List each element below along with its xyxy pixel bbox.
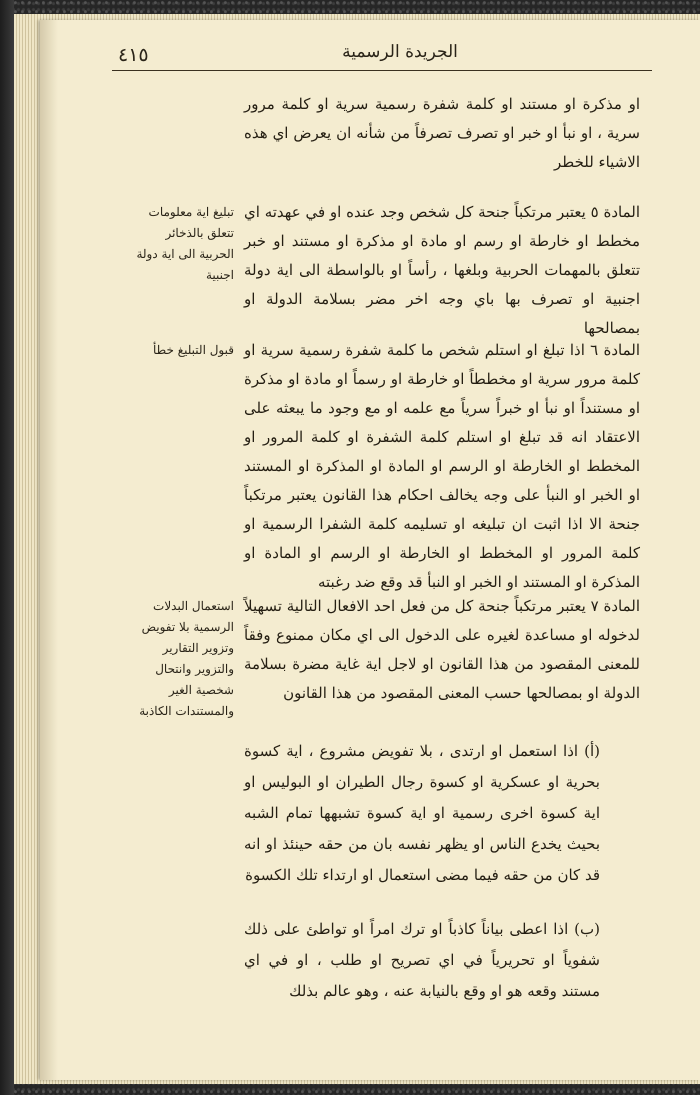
article-5-margin-note: تبليغ اية معلومات تتعلق بالذخائر الحربية الى اية دولة اجنبية: [136, 205, 234, 282]
article-6-margin-note: قبول التبليغ خطأ: [152, 343, 234, 357]
book-spine: [0, 0, 14, 1095]
article-7-margin-note: استعمال البدلات الرسمية بلا تفويض وتزوير التقارير والتزوير وانتحال شخصية الغير والمستندات الكاذبة: [139, 599, 234, 718]
clause-b-text: (ب) اذا اعطى بياناً كاذباً او ترك امراً او تواطئ على ذلك شفوياً او تحريرياً في اي تصريح او طلب ، او في اي مستند وقعه هو او وقع بالنيابة عنه ، وهو عالم بذلك: [244, 920, 600, 1000]
page-number: ٤١٥: [118, 44, 149, 66]
article-5-text: المادة ٥ يعتبر مرتكباً جنحة كل شخص وجد عنده او في عهدته اي مخطط او خارطة او رسم او مادة او مذكرة او مستند او خبر تتعلق بالمهمات الحربية وبلغها ، رأساً او بالواسطة الى اية دولة اجنبية او تصرف بها باي وجه اخر مضر بسلامة الدولة او بمصالحها: [244, 203, 640, 337]
clause-a-text: (أ) اذا استعمل او ارتدى ، بلا تفويض مشروع ، اية كسوة بحرية او عسكرية او كسوة رجال الطيران او البوليس او اية كسوة اخرى رسمية او اية كسوة تشبهها تمام الشبه بحيث يخدع الناس او يظهر نفسه بان من حقه حينئذ او انه قد كان من حقه فيما مضى استعمال او ارتداء تلك الكسوة: [244, 742, 600, 884]
page-gutter-shadow: [40, 20, 58, 1080]
intro-paragraph: او مذكرة او مستند او كلمة شفرة رسمية سرية او كلمة مرور سرية ، او نبأ او خبر او تصرف تصرفاً من شأنه ان يعرض اي هذه الاشياء للخطر: [244, 95, 640, 171]
header-rule: [112, 70, 652, 71]
article-7-text: المادة ٧ يعتبر مرتكباً جنحة كل من فعل احد الافعال التالية تسهيلاً لدخوله او مساعدة لغيره على الدخول الى اي مكان ممنوع وفقاً للمعنى المقصود من هذا القانون او لاجل اية غاية مضرة بسلامة الدولة او بمصالحها حسب المعنى المقصود من هذا القانون: [244, 597, 640, 702]
article-6-text: المادة ٦ اذا تبلغ او استلم شخص ما كلمة شفرة رسمية سرية او كلمة مرور سرية او مخططاً او خارطة او رسماً او مادة او مذكرة او مستنداً او نبأ او خبراً سرياً مع علمه او مع وجود ما يبعثه على الاعتقاد انه قد تبلغ او استلم كلمة الشفرة او كلمة المرور او المخطط او الخارطة او الرسم او المادة او المذكرة او المستند او الخبر او النبأ على وجه يخالف احكام هذا القانون يعتبر مرتكباً جنحة الا اذا اثبت ان تبليغه او تسليمه كلمة الشفرا الرسمية او كلمة المرور او المخطط او الخارطة او الرسم او المادة او المذكرة او المستند او الخبر او النبأ قد وقع ضد رغبته: [244, 341, 640, 591]
journal-title: الجريدة الرسمية: [342, 42, 458, 62]
